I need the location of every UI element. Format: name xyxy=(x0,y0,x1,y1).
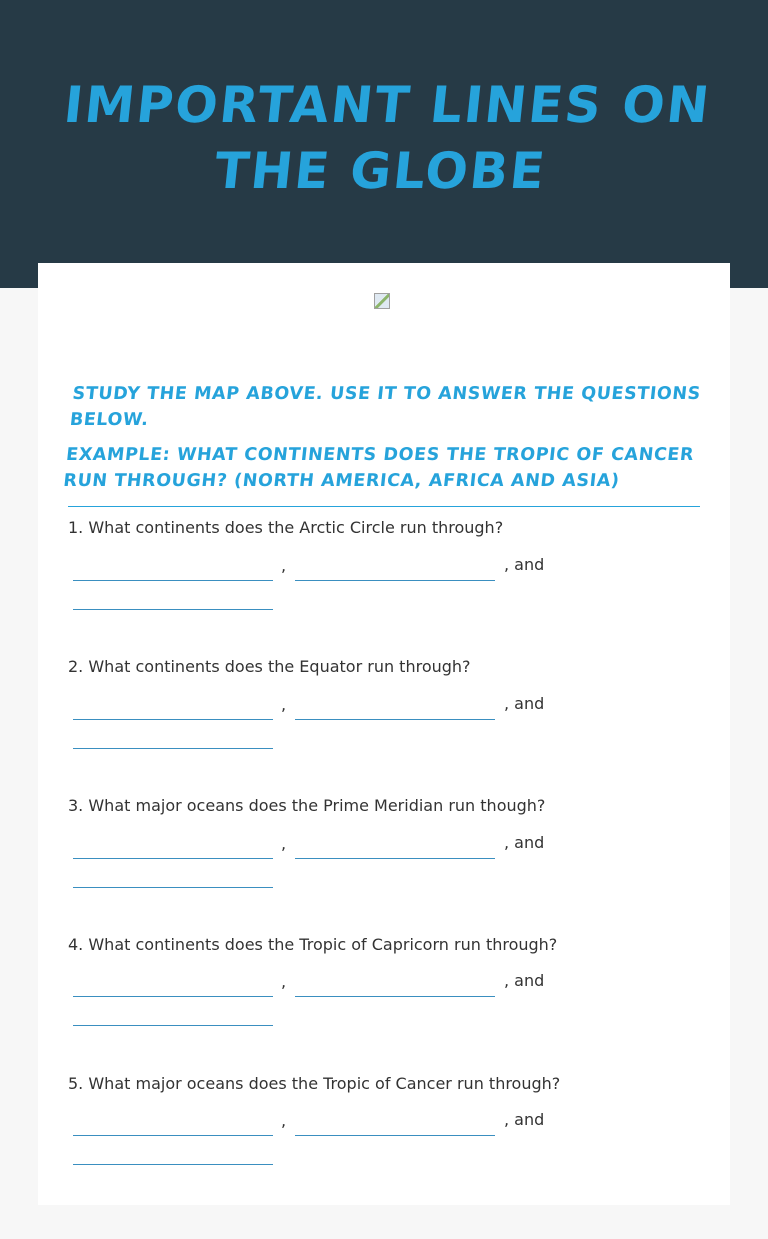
map-image-placeholder xyxy=(374,293,390,309)
answer-blank-2[interactable] xyxy=(295,858,495,859)
comma-separator: , xyxy=(281,1111,287,1130)
comma-separator: , xyxy=(281,695,287,714)
question-1 xyxy=(68,518,708,575)
question-4 xyxy=(68,935,708,991)
question-text: 5. What major oceans does the Tropic of Cancer run through? xyxy=(68,1074,561,1093)
header-banner xyxy=(0,0,768,288)
answer-blank-2[interactable] xyxy=(295,1135,495,1136)
answer-blank-2[interactable] xyxy=(295,580,495,581)
answer-blank-3[interactable] xyxy=(73,1025,273,1026)
answer-blank-1[interactable] xyxy=(73,719,273,720)
answer-blank-3[interactable] xyxy=(73,887,273,888)
answer-blank-1[interactable] xyxy=(73,580,273,581)
comma-separator: , xyxy=(281,972,287,991)
example-line: EXAMPLE: WHAT CONTINENTS DOES THE TROPIC OF CANCER RUN THROUGH? (NORTH AMERICA, AFRICA AND ASIA) xyxy=(62,445,695,491)
answer-blank-3[interactable] xyxy=(73,748,273,749)
answer-blank-1[interactable] xyxy=(73,858,273,859)
question-5 xyxy=(68,1074,708,1130)
answer-blank-2[interactable] xyxy=(295,996,495,997)
answer-blank-3[interactable] xyxy=(73,1164,273,1165)
question-text: 4. What continents does the Tropic of Capricorn run through? xyxy=(68,935,558,954)
and-separator: , and xyxy=(504,555,545,574)
question-2 xyxy=(68,657,708,714)
and-separator: , and xyxy=(504,833,545,852)
question-text: 2. What continents does the Equator run through? xyxy=(68,657,471,676)
answer-blank-1[interactable] xyxy=(73,1135,273,1136)
comma-separator: , xyxy=(281,556,287,575)
instructions-line: STUDY THE MAP ABOVE. USE IT TO ANSWER THE QUESTIONS BELOW. xyxy=(68,384,702,430)
question-3 xyxy=(68,796,708,853)
answer-blank-1[interactable] xyxy=(73,996,273,997)
and-separator: , and xyxy=(504,694,545,713)
question-text: 3. What major oceans does the Prime Meridian run though? xyxy=(68,796,546,815)
answer-blank-2[interactable] xyxy=(295,719,495,720)
and-separator: , and xyxy=(504,1110,545,1129)
worksheet-card xyxy=(38,263,730,1205)
question-text: 1. What continents does the Arctic Circle run through? xyxy=(68,518,504,537)
divider xyxy=(68,506,700,507)
page-title: IMPORTANT LINES ON THE GLOBE xyxy=(61,76,714,200)
instructions xyxy=(62,381,706,494)
answer-blank-3[interactable] xyxy=(73,609,273,610)
comma-separator: , xyxy=(281,834,287,853)
and-separator: , and xyxy=(504,971,545,990)
